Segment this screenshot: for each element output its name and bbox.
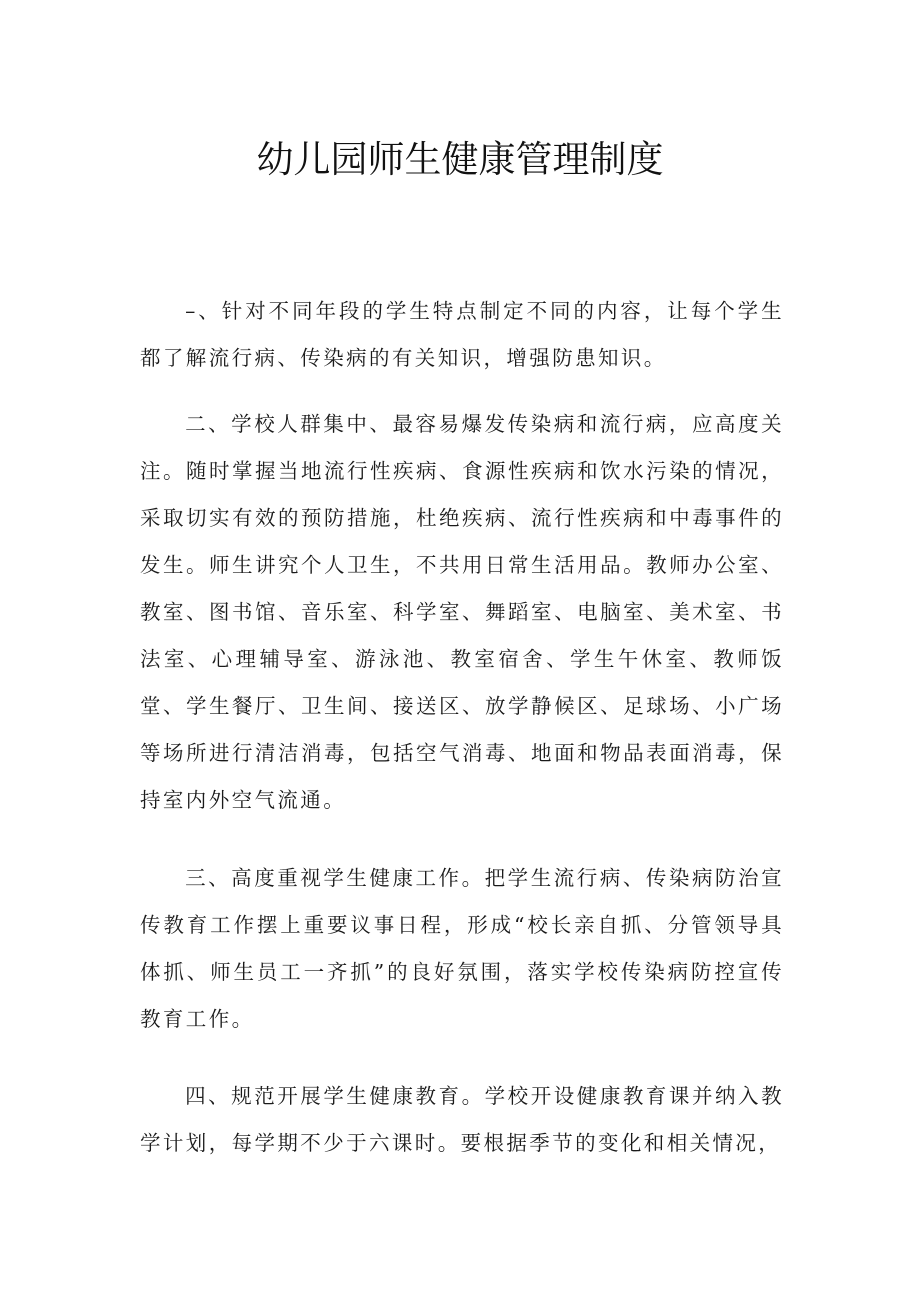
paragraph-2: 二、学校人群集中、最容易爆发传染病和流行病，应高度关注。随时掌握当地流行性疾病、食源性疾病和饮水污染的情况，采取切实有效的预防措施，杜绝疾病、流行性疾病和中毒事件的发生。师生讲究个人卫生，不共用日常生活用品。教师办公室、教室、图书馆、音乐室、科学室、舞蹈室、电脑室、美术室、书法室、心理辅导室、游泳池、教室宿舍、学生午休室、教师饭堂、学生餐厅、卫生间、接送区、放学静候区、足球场、小广场等场所进行清洁消毒，包括空气消毒、地面和物品表面消毒，保持室内外空气流通。 — [140, 412, 784, 812]
paragraph-3: 三、高度重视学生健康工作。把学生流行病、传染病防治宣传教育工作摆上重要议事日程，形成“校长亲自抓、分管领导具体抓、师生员工一齐抓”的良好氛围，落实学校传染病防控宣传教育工作。 — [140, 866, 784, 1031]
paragraph-4: 四、规范开展学生健康教育。学校开设健康教育课并纳入教学计划，每学期不少于六课时。要根据季节的变化和相关情况， — [140, 1084, 784, 1155]
paragraph-1: –、针对不同年段的学生特点制定不同的内容，让每个学生都了解流行病、传染病的有关知识，增强防患知识。 — [140, 299, 784, 370]
document-title: 幼儿园师生健康管理制度 — [256, 138, 664, 181]
